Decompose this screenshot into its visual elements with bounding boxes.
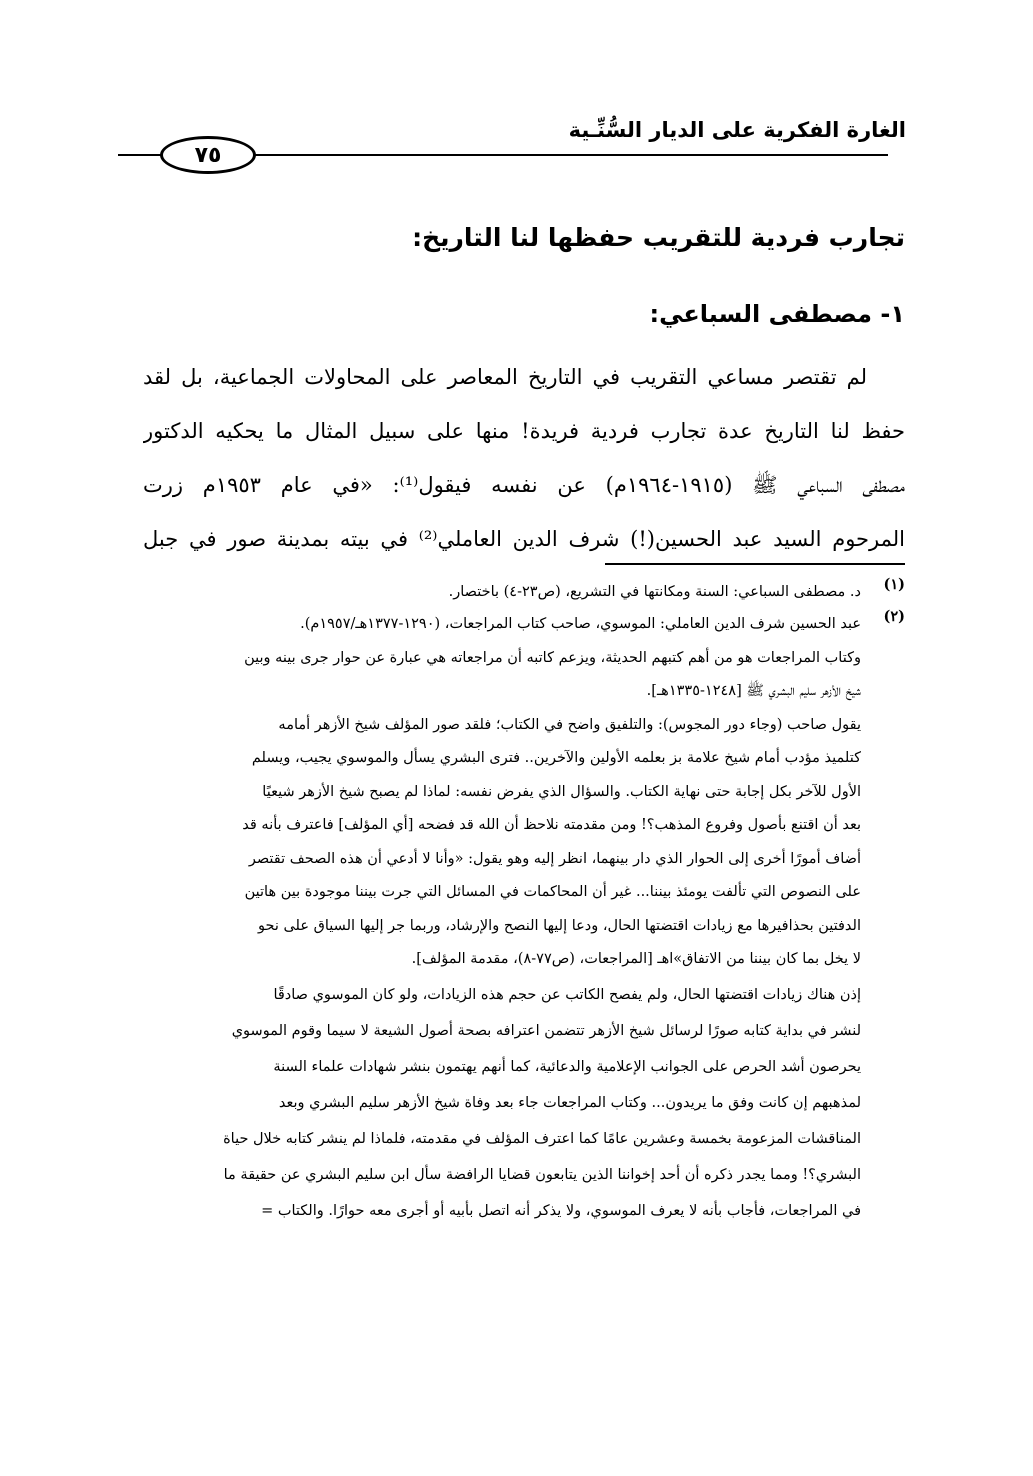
page-number-oval <box>160 136 256 174</box>
footnote-line: كتلميذ مؤدب أمام شيخ علامة بز بعلمه الأولين والآخرين.. فترى البشري يسأل والموسوي يجيب، ويسلم <box>251 750 861 766</box>
footnote-separator <box>605 563 905 565</box>
footnote-line: يحرصون أشد الحرص على الجوانب الإعلامية والدعائية، كما أنهم يهتمون بنشر شهادات علماء السنة <box>273 1058 861 1075</box>
footnote-line: على النصوص التي تألفت يومئذ بيننا... غير أن المحاكمات في المسائل التي جرت بيننا موجودة بين هاتين <box>244 884 861 900</box>
footnote-line: الأول للآخر بكل إجابة حتى نهاية الكتاب. والسؤال الذي يفرض نفسه: لماذا لم يصبح شيخ الأزهر شيعيًا <box>262 783 861 800</box>
running-title: الغارة الفكرية على الديار السُّنِّـية <box>568 118 906 142</box>
footnote-line: لنشر في بداية كتابه صورًا لرسائل شيخ الأزهر تتضمن اعترافه بصحة أصول الشيعة لا سيما وقوم الموسوي <box>231 1022 861 1039</box>
footnote-line: وكتاب المراجعات هو من أهم كتبهم الحديثة، ويزعم كاتبه أن مراجعاته هي عبارة عن حوار جرى بينه وبين <box>244 649 861 666</box>
footnote-line: أضاف أمورًا أخرى إلى الحوار الذي دار بينهما، انظر إليه وهو يقول: «وأنا لا أدعي أن هذه الصحف تقتصر <box>248 850 861 867</box>
footnote-line: شيخ الأزهر سليم البشري ﷺ [١٢٤٨-١٣٣٥هـ]. <box>646 683 861 699</box>
footnote-line: يقول صاحب (وجاء دور المجوس): والتلفيق واضح في الكتاب؛ فلقد صور المؤلف شيخ الأزهر أمامه <box>278 716 861 733</box>
section-heading: تجارب فردية للتقريب حفظها لنا التاريخ: <box>412 223 905 252</box>
footnote-line: عبد الحسين شرف الدين العاملي: الموسوي، صاحب كتاب المراجعات، (١٢٩٠-١٣٧٧هـ/١٩٥٧م). <box>300 616 861 632</box>
footnote-1 <box>143 576 905 608</box>
body-line: لم تقتصر مساعي التقريب في التاريخ المعاصر على المحاولات الجماعية، بل لقد <box>143 365 867 389</box>
footnote-2 <box>143 608 905 1229</box>
footnote-line: لا يخل بما كان بيننا من الاتفاق»اهـ [المراجعات، (ص٧٧-٨)، مقدمة المؤلف]. <box>411 951 861 967</box>
footnote-line: في المراجعات، فأجاب بأنه لا يعرف الموسوي، ولا يذكر أنه اتصل بأبيه أو أجرى معه حوارًا. والكتاب = <box>261 1202 861 1219</box>
footnote-line: بعد أن اقتنع بأصول وفروع المذهب؟! ومن مقدمته نلاحظ أن الله قد فضحه [أي المؤلف] فاعترف بأنه قد <box>242 817 861 833</box>
footnote-line: لمذهبهم إن كانت وفق ما يريدون... وكتاب المراجعات جاء بعد وفاة شيخ الأزهر سليم البشري وبعد <box>278 1094 861 1111</box>
footnote-line: البشري؟! ومما يجدر ذكره أن أحد إخواننا الذين يتابعون قضايا الرافضة سأل ابن سليم البشري عن حقيقة ما <box>223 1166 861 1183</box>
body-paragraph <box>143 350 905 566</box>
footnotes <box>143 576 905 1229</box>
sub-heading: ١- مصطفى السباعي: <box>649 300 905 328</box>
body-line: حفظ لنا التاريخ عدة تجارب فردية فريدة! منها على سبيل المثال ما يحكيه الدكتور <box>143 419 905 443</box>
page-number: ٧٥ <box>194 142 222 168</box>
body-line: مصطفى السباعي ﷺ (١٩١٥-١٩٦٤م) عن نفسه فيقول⁽¹⁾: «في عام ١٩٥٣م زرت <box>143 473 905 497</box>
footnote-number: (١) <box>883 576 905 593</box>
footnote-number: (٢) <box>883 608 905 625</box>
body-line: المرحوم السيد عبد الحسين(!) شرف الدين العاملي⁽²⁾ في بيته بمدينة صور في جبل <box>143 527 905 551</box>
footnote-line: إذن هناك زيادات اقتضتها الحال، ولم يفصح الكاتب عن حجم هذه الزيادات، ولو كان الموسوي صادقًا <box>273 986 861 1003</box>
footnote-line: الدفتين بحذافيرها مع زيادات اقتضتها الحال، ودعا إليها النصح والإرشاد، وربما جر إليها السياق على نحو <box>257 917 861 934</box>
footnote-line: د. مصطفى السباعي: السنة ومكانتها في التشريع، (ص٢٣-٤) باختصار. <box>448 584 861 600</box>
footnote-line: المناقشات المزعومة بخمسة وعشرين عامًا كما اعترف المؤلف في مقدمته، فلماذا لم ينشر كتابه خلال حياة <box>223 1130 861 1147</box>
